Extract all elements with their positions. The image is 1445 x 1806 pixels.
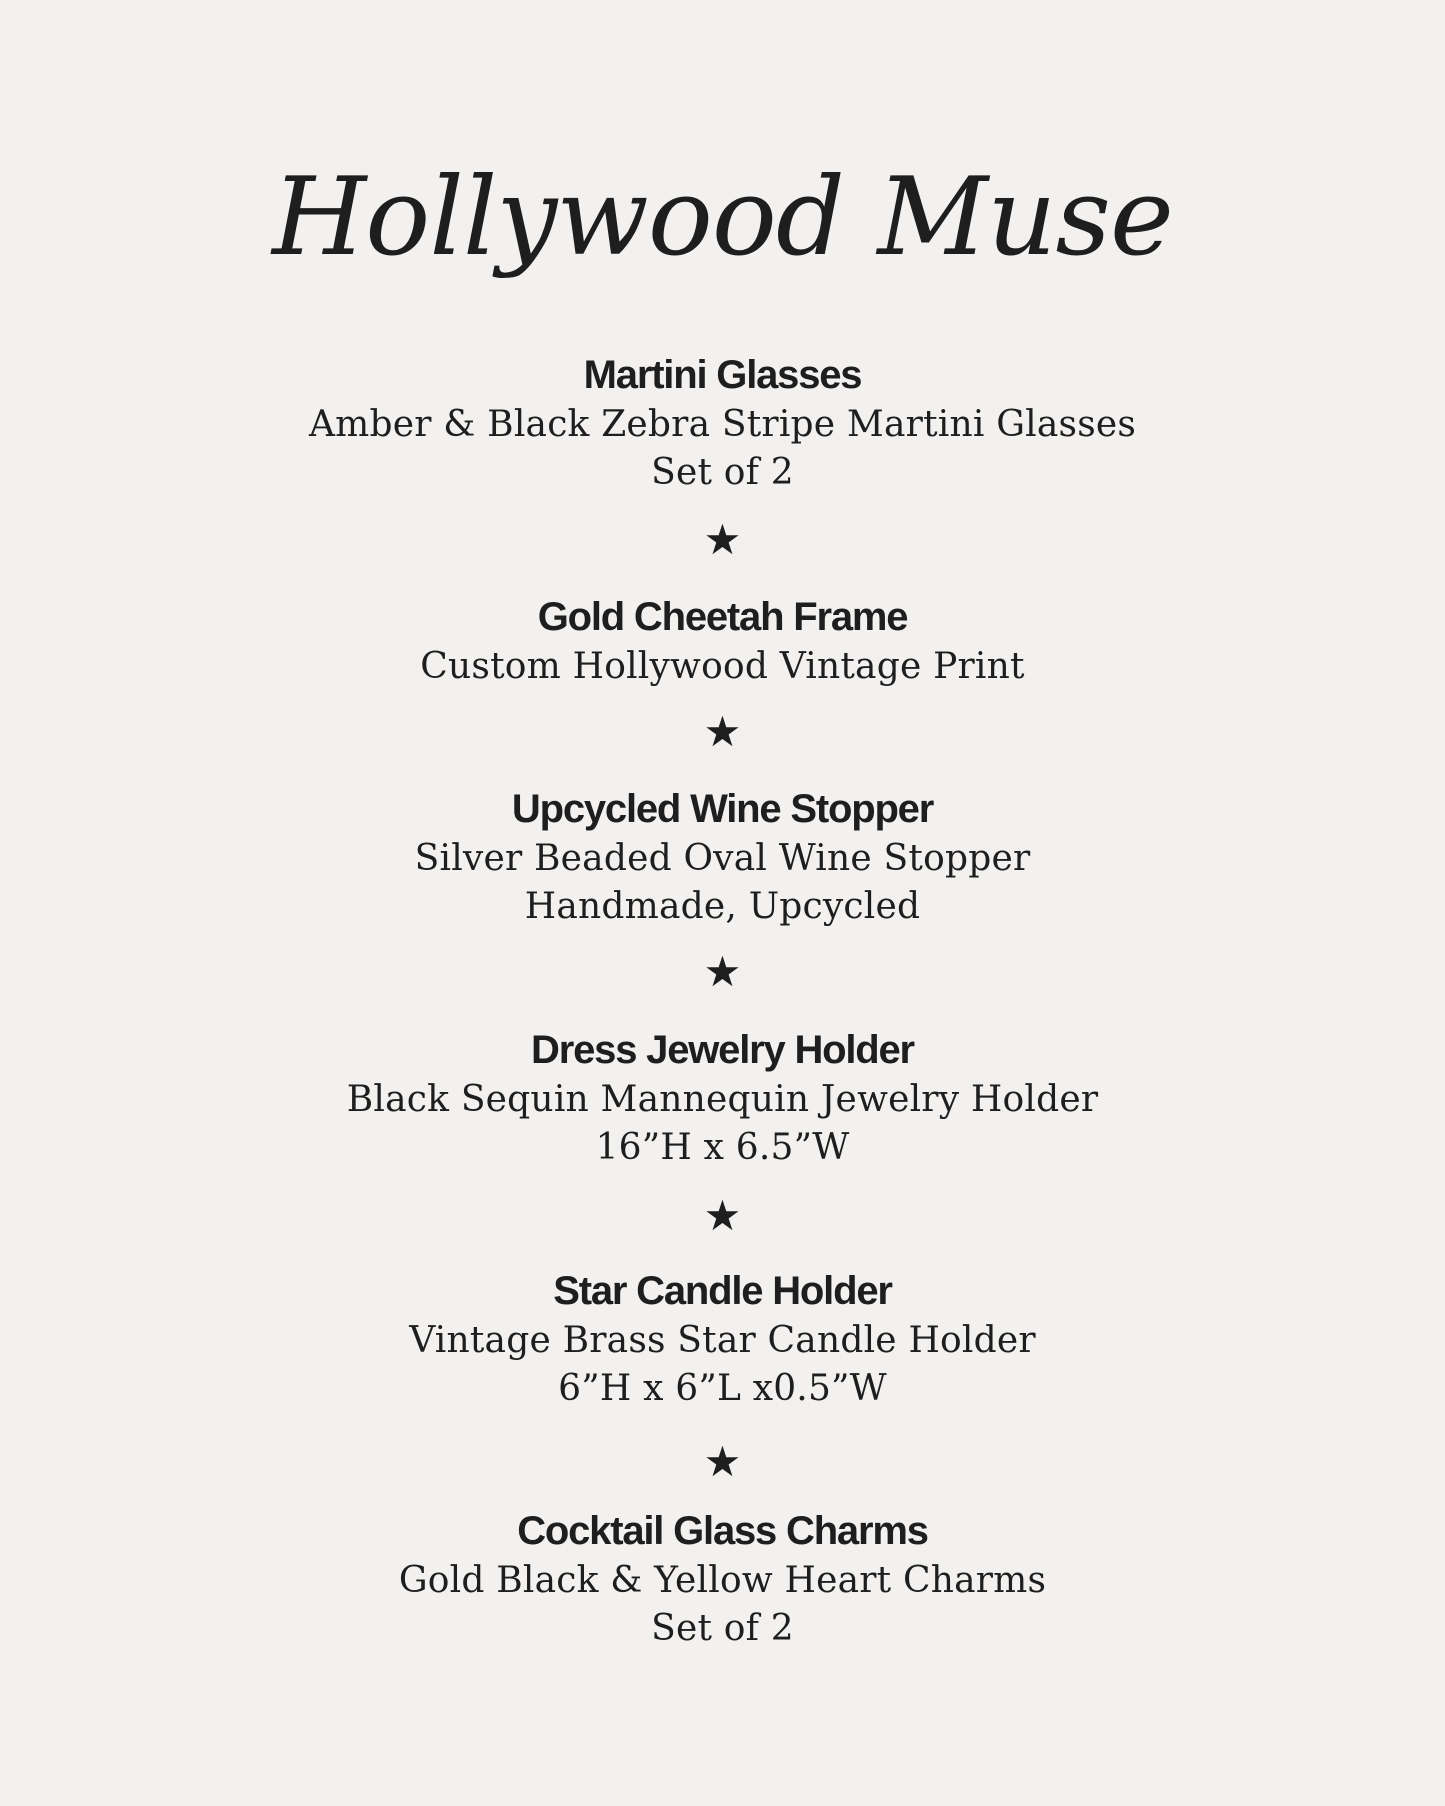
item-detail: Handmade, Upcycled	[524, 886, 921, 927]
item-description: Vintage Brass Star Candle Holder	[409, 1320, 1036, 1361]
item-name: Upcycled Wine Stopper	[511, 787, 934, 831]
item-name: Martini Glasses	[583, 353, 862, 397]
item-name: Cocktail Glass Charms	[517, 1509, 928, 1553]
list-item	[0, 1265, 1445, 1413]
item-detail: Set of 2	[651, 452, 794, 493]
list-item	[0, 783, 1445, 931]
item-name: Star Candle Holder	[553, 1269, 892, 1313]
star-icon: ★	[703, 1191, 742, 1240]
item-description: Custom Hollywood Vintage Print	[420, 646, 1025, 687]
item-detail: 6”H x 6”L x0.5”W	[558, 1368, 887, 1409]
star-icon: ★	[703, 947, 742, 996]
list-item	[0, 1505, 1445, 1653]
item-description: Silver Beaded Oval Wine Stopper	[414, 838, 1031, 879]
list-item	[0, 349, 1445, 497]
page-title: Hollywood Muse	[272, 155, 1173, 280]
item-description: Black Sequin Mannequin Jewelry Holder	[346, 1079, 1099, 1120]
item-name: Gold Cheetah Frame	[537, 595, 908, 639]
item-detail: Set of 2	[651, 1608, 794, 1649]
item-name: Dress Jewelry Holder	[531, 1028, 914, 1072]
list-item	[0, 1024, 1445, 1172]
list-item	[0, 591, 1445, 691]
star-icon: ★	[703, 515, 742, 564]
item-description: Amber & Black Zebra Stripe Martini Glasses	[308, 404, 1137, 445]
star-icon: ★	[703, 1437, 742, 1486]
star-icon: ★	[703, 707, 742, 756]
item-description: Gold Black & Yellow Heart Charms	[398, 1560, 1047, 1601]
item-detail: 16”H x 6.5”W	[595, 1127, 850, 1168]
